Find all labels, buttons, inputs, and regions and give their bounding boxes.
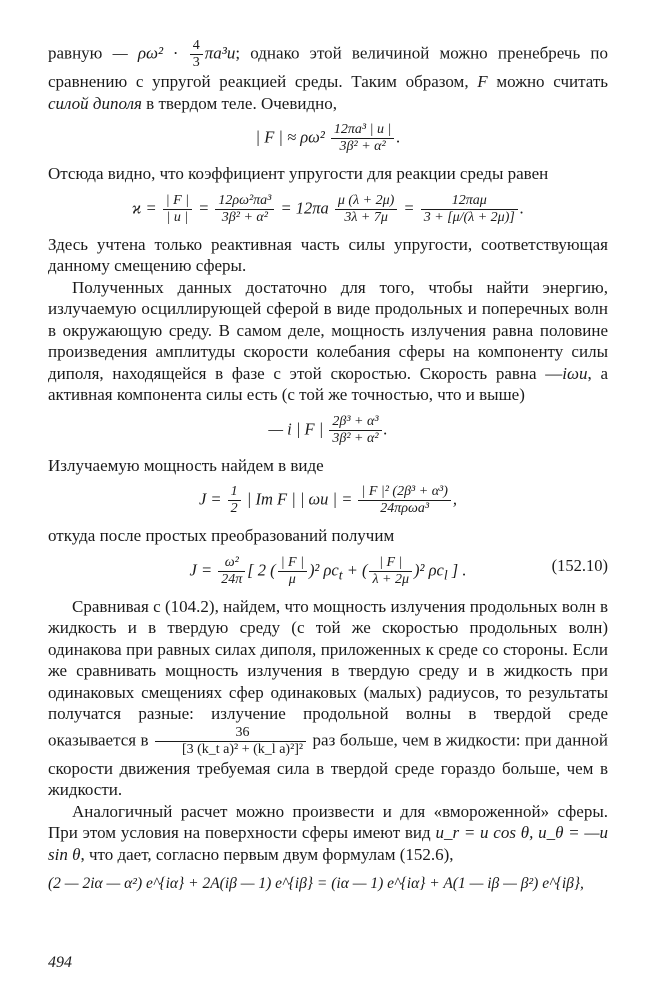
denominator: [3 (k_t a)² + (k_l a)²]² [181,741,304,757]
equation-3: — i | F | $\frac{\text{2β³ + α³}}{\text{3β² + α²}}$ . [268,413,388,446]
subscript: l [443,567,448,583]
denominator: | u | [166,209,189,225]
paragraph-7 [48,596,608,801]
numerator: 2β³ + α³ [329,414,381,431]
eq-part: [ 2 ( [247,559,276,579]
denominator: 3 [192,55,200,70]
equation-5 [48,555,608,588]
numerator: | F | [369,555,412,572]
subscript: t [338,567,343,583]
fraction [369,555,412,588]
equation-number: (152.10) [551,555,608,575]
paragraph-5: Излучаемую мощность найдем в виде [48,455,324,475]
text-run: , а активная компонента силы есть (с той же точностью, что и выше) [48,363,609,404]
denominator: 3λ + 7μ [344,209,388,225]
ratio-fraction [155,725,306,758]
eq-part: J = [198,489,222,509]
inline-math: F [477,72,488,91]
numerator: | F |² (2β³ + α³) [358,484,450,501]
page-body [48,38,608,903]
paragraph-1 [48,38,608,114]
text-run: Полученных данных достаточно для того, чтобы найти энергию, излучаемую осциллирующей сферой в виде продольных и поперечных волн в окружающую среду. В самом деле, мощность излучения равна половине произведения амплитуды скорости колебания сферы на компоненту силы диполя, находящейся в фазе с этой скоростью. Скорость равна — [48,277,608,383]
eq-part: — i | F | [268,418,324,438]
equation-2: ϰ = $\frac{| F |}{| u |}$ = $\frac{\text{12ρω²πa³}}{\text{3β² + α²}}$ = 12πa $\frac{\mu (\lambda + 2\mu)}{3\lambda + 7\mu}$ = $\frac{\text{12πaμ}}{3 + [\mu/(\lambda + 2\mu)]}$ . [132,192,524,225]
denominator: 3β² + α² [339,139,386,154]
fraction [335,193,397,226]
equation-4: J = $\frac{1}{2}$ | Im F | | ωu | = $\frac{\text{| F |² (2β³ + α³)}}{\text{24πρωa³}}$ , [198,484,458,516]
fraction [329,414,381,447]
eq-part: | Im F | | ωu | = [246,489,353,509]
denominator: 24π [221,571,243,587]
eq-part: + ( [342,559,368,579]
inline-fraction [190,38,203,71]
text-run: равную [48,43,103,63]
text-run: можно считать [496,72,609,91]
equation-6: (2 — 2iα — α²) e^{iα} + 2A(iβ — 1) e^{iβ} = (iα — 1) e^{iα} + A(1 — iβ — β²) e^{iβ}, [48,875,584,892]
denominator: 24πρωa³ [380,501,430,516]
denominator: 3 + [μ/(λ + 2μ)] [423,209,515,225]
eq-part: J = [189,559,213,579]
equation-1: | F | ≈ ρω² $\frac{\text{12πa³ | u |}}{\text{3β² + α²}}$ . [255,122,401,154]
text-run: раз больше, чем в жидкости: при данной скорости движения требуемая сила в твердой среде гораздо больше, чем в жидкости. [48,729,609,799]
inline-math: iωu [562,363,588,383]
denominator: 2 [230,501,238,516]
paragraph-2: Отсюда видно, что коэффициент упругости для реакции среды равен [48,164,549,183]
fraction [331,122,394,155]
numerator: 12πaμ [421,193,518,210]
fraction [218,555,245,588]
emphasis: силой диполя [48,93,142,113]
text-run: ; однако этой величиной можно пренебречь по сравнению с упругой реакцией среды. Таким образом, [48,43,609,91]
paragraph-4 [48,277,608,406]
numerator: 1 [228,484,241,501]
fraction [358,484,450,517]
paragraph-6: откуда после простых преобразований получим [48,526,395,545]
text-run: Аналогичный расчет можно произвести и для «вмороженной» сферы. При этом условия на поверхности сферы имеют вид [48,801,608,842]
text-run: в твердом теле. Очевидно, [146,93,337,113]
page-number: 494 [48,954,72,971]
eq-part: )² ρc [414,559,444,579]
fraction [228,484,241,517]
numerator: | F | [163,193,192,210]
paragraph-3: Здесь учтена только реактивная часть силы упругости, соответствующая данному смещению сферы. [48,234,608,275]
fraction [215,193,274,226]
fraction [278,555,307,588]
fraction [163,193,192,226]
numerator: 4 [190,38,203,55]
numerator: 12πa³ | u | [331,122,394,139]
numerator: | F | [278,555,307,572]
denominator: μ [288,571,296,587]
eq-part: = 12πa [280,197,329,217]
numerator: μ (λ + 2μ) [335,193,397,210]
text-run: , что дает, согласно первым двум формулам (152.6), [80,844,454,864]
eq-part: ϰ = [132,197,157,217]
paragraph-8 [48,801,608,866]
eq-part: )² ρc [308,559,339,579]
inline-math: — ρω² · [112,43,188,63]
numerator: ω² [218,555,245,572]
denominator: λ + 2μ [372,571,410,587]
inline-math: u_r = u cos θ, u_θ = —u sin θ [48,823,609,864]
denominator: 3β² + α² [221,209,268,225]
eq-part: | F | ≈ ρω² [255,127,325,147]
inline-math: πa³u [204,43,236,63]
denominator: 3β² + α² [332,430,379,446]
eq-part: ] . [447,559,467,579]
text-run: Сравнивая с (104.2), найдем, что мощность излучения продольных волн в жидкость и в твердую среду (с той же скоростью продольных волн) одинакова при равных силах диполя, приложенных к среде со стороны. Если же сравнивать мощность излучения в твердую среду и в жидкость при одинаковых смещениях сфер одинаковых (малых) радиусов, то результаты получатся разные: излучение продольной волны в твердой среде оказывается в [48,596,608,749]
fraction [421,193,518,226]
numerator: 36 [155,725,306,742]
numerator: 12ρω²πa³ [215,193,274,210]
